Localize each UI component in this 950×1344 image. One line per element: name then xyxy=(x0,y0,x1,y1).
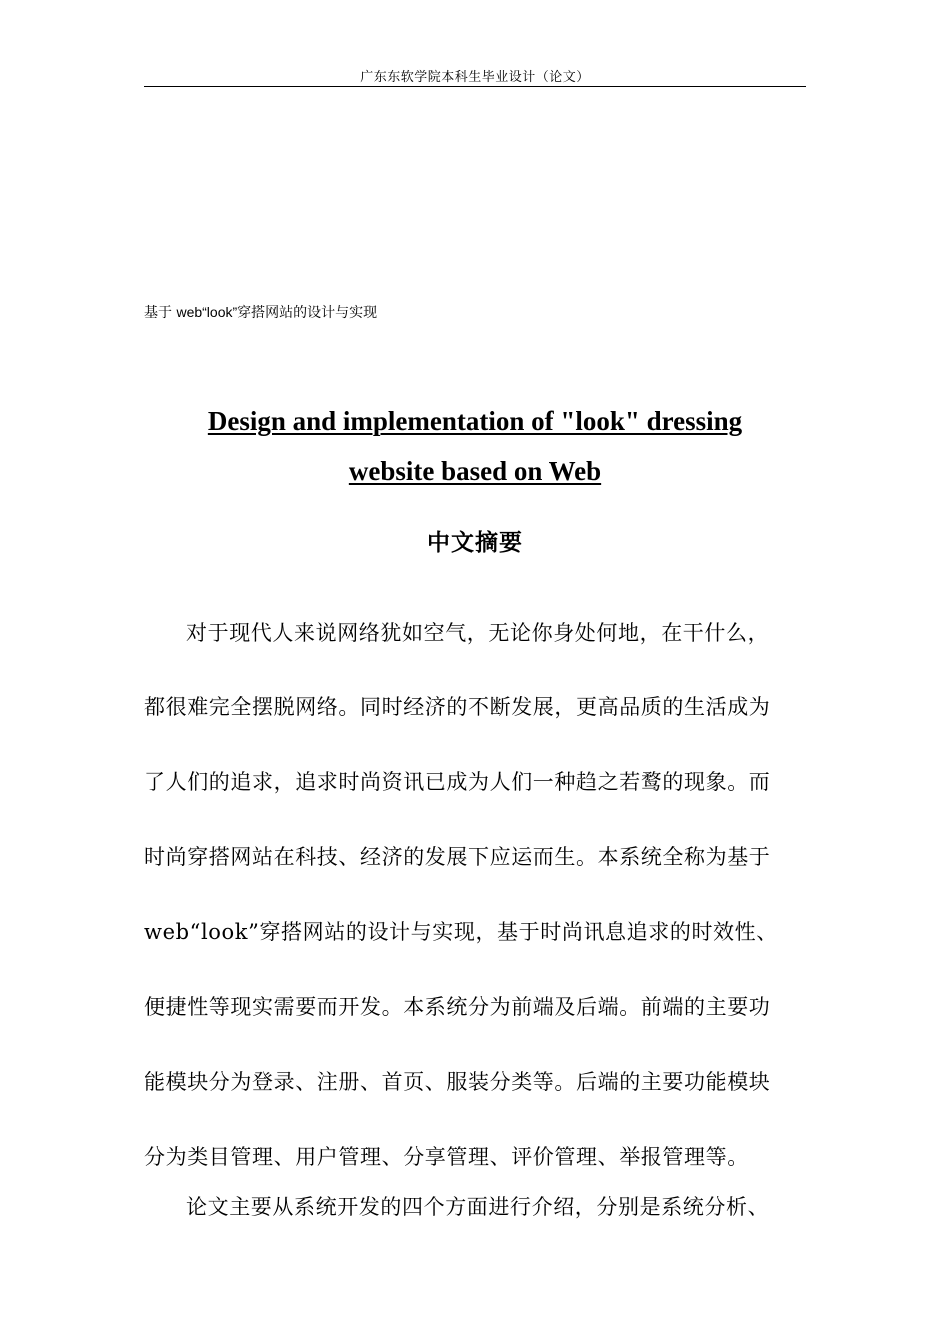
chinese-thesis-title xyxy=(144,302,377,322)
abstract-line: 分为类目管理、用户管理、分享管理、评价管理、举报管理等。 xyxy=(144,1145,749,1169)
abstract-line: 了人们的追求，追求时尚资讯已成为人们一种趋之若鹜的现象。而 xyxy=(144,770,771,794)
abstract-line: 时尚穿搭网站在科技、经济的发展下应运而生。本系统全称为基于 xyxy=(144,845,771,869)
page-header: 广东东软学院本科生毕业设计（论文） xyxy=(360,70,590,85)
chinese-title-prefix: 基于 xyxy=(144,305,177,321)
english-title-line-1: Design and implementation of "look" dressing xyxy=(207,406,743,436)
chinese-title-suffix: 穿搭网站的设计与实现 xyxy=(237,305,378,321)
abstract-line: 论文主要从系统开发的四个方面进行介绍，分别是系统分析、 xyxy=(186,1195,770,1219)
abstract-line: 对于现代人来说网络犹如空气，无论你身处何地，在干什么， xyxy=(186,621,770,645)
english-title-line-2: website based on Web xyxy=(348,456,602,486)
abstract-line: web“look”穿搭网站的设计与实现，基于时尚讯息追求的时效性、 xyxy=(144,920,778,944)
abstract-line: 能模块分为登录、注册、首页、服装分类等。后端的主要功能模块 xyxy=(144,1070,771,1094)
abstract-line: 都很难完全摆脱网络。同时经济的不断发展，更高品质的生活成为 xyxy=(144,695,771,719)
abstract-line: 便捷性等现实需要而开发。本系统分为前端及后端。前端的主要功 xyxy=(144,995,771,1019)
header-divider xyxy=(144,86,806,87)
chinese-title-latin: web“look” xyxy=(176,304,238,320)
abstract-heading: 中文摘要 xyxy=(427,530,523,556)
